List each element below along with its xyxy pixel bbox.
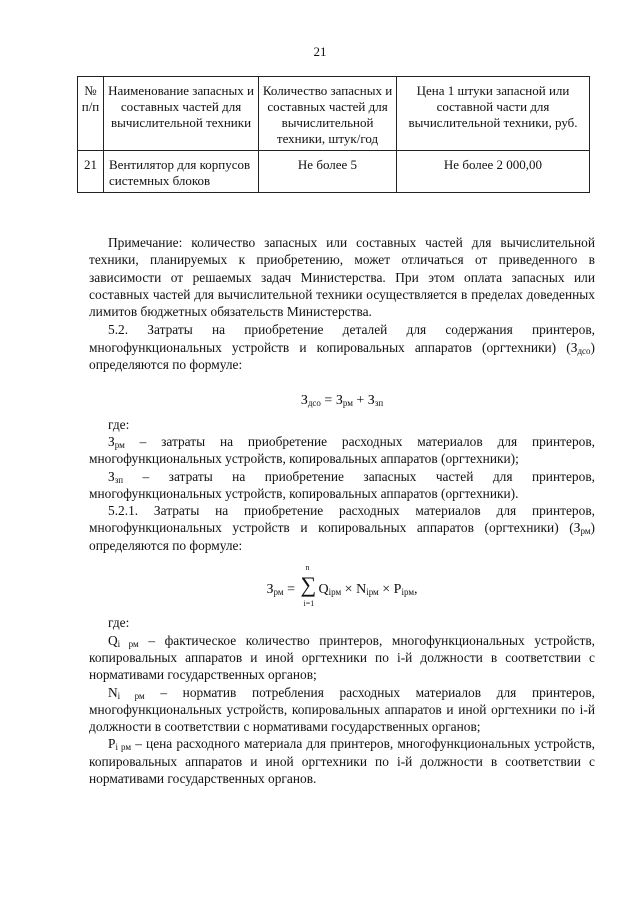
definition-symbol-sub: зп [114,474,124,485]
header-cell-name: Наименование запасных и составных частей для вычислительной техники [104,77,259,151]
definition-symbol: N [108,684,118,700]
formula-term: З [335,393,343,409]
paragraph-tail: ) определяются по формуле: [89,520,595,553]
definition-text: – затраты на приобретение расходных материалов для принтеров, многофункциональных устройств, копировальных аппаратов (оргтехники); [89,433,595,467]
definition-text: – цена расходного материала для принтеров, многофункциональных устройств, копировальных аппаратов и иной оргтехники по i-й должности в соответствии с нормативами государственных органов. [89,736,595,787]
symbol: З [573,520,581,536]
definition-paragraph [89,735,595,787]
formula-lhs: З [266,582,274,598]
formula-factor: Q [318,582,329,598]
paragraph-tail: ) определяются по формуле: [89,339,595,373]
formula-term-sub: зп [374,398,384,409]
definition-symbol-sub: рм [114,439,125,450]
header-cell-price: Цена 1 штуки запасной или составной части для вычислительной техники, руб. [397,77,590,151]
definition-symbol: З [108,468,115,484]
cell-price: Не более 2 000,00 [397,151,590,193]
where-label: где: [108,615,130,631]
definition-paragraph [89,468,595,503]
formula-times: × [378,582,394,598]
formula-factor: N [356,582,367,598]
paragraph-text: 5.2.1. Затраты на приобретение расходных материалов для принтеров, многофункциональных устройств и копировальных аппаратов (оргтехники) ( [89,503,595,536]
header-cell-quantity: Количество запасных и составных частей для вычислительной техники, штук/год [259,77,397,151]
header-cell-number: № п/п [78,77,104,151]
definition-paragraph [89,632,595,684]
note-paragraph: Примечание: количество запасных или составных частей для вычислительной техники, планируемых к приобретению, может отличаться от приведенного в зависимости от решаемых задач Министерства. При этом оплата запасных или составных частей для вычислительной техники осуществляется в пределах доведенных лимитов бюджетных обязательств Министерства. [89,235,595,320]
definition-symbol: P [108,736,116,752]
cell-number: 21 [78,151,104,193]
cell-quantity: Не более 5 [259,151,397,193]
formula-consumables [89,563,595,609]
definition-symbol-sub: i рм [117,638,139,649]
formula-factor-sub: iрм [366,587,379,598]
formula-equals: = [320,393,336,409]
definition-symbol: З [108,433,115,449]
definition-text: – фактическое количество принтеров, многофункциональных устройств, копировальных аппаратов и иной оргтехники по i-й должности в соответствии с нормативами государственных органов; [89,632,595,683]
paragraph-text: 5.2. Затраты на приобретение деталей для содержания принтеров, многофункциональных устройств и копировальных аппаратов (оргтехники) ( [89,322,595,355]
summation-upper-limit: n [305,563,310,573]
summation-sign [299,563,317,609]
definition-paragraph [89,684,595,736]
formula-factor-sub: iрм [401,587,415,598]
formula-factor: P [393,582,402,598]
formula-end: , [414,582,418,598]
spare-parts-table [77,76,590,193]
definition-text: – затраты на приобретение запасных частей для принтеров, многофункциональных устройств, копировальных аппаратов (оргтехники). [89,468,595,501]
page-number: 21 [313,44,327,59]
summation-lower-limit: i=1 [303,599,315,609]
formula-plus: + [352,393,368,409]
document-body [89,234,595,787]
definition-paragraph [89,433,595,468]
formula-lhs-sub: рм [273,587,284,598]
symbol-subscript: дсо [577,345,591,356]
formula-times: × [341,582,357,598]
table-row [78,151,590,193]
symbol: З [570,339,578,355]
definition-symbol: Q [108,632,118,648]
formula-term-sub: рм [342,398,353,409]
table-header-row [78,77,590,151]
definition-symbol-sub: i рм [115,742,132,753]
paragraph-5-2 [89,321,595,373]
where-label: где: [108,416,130,432]
formula-lhs-sub: дсо [307,398,321,409]
formula-equals: = [283,582,299,598]
formula-lhs: З [300,393,308,409]
definition-text: – норматив потребления расходных материалов для принтеров, многофункциональных устройств, копировальных аппаратов и иной оргтехники по i-й должности в соответствии с нормативами государственных органов; [89,684,595,735]
sigma-icon: ∑ [300,572,317,598]
formula-costs-parts [89,392,595,409]
paragraph-5-2-1 [89,502,595,554]
formula-factor-sub: iрм [328,587,342,598]
cell-name: Вентилятор для корпусов системных блоков [104,151,259,193]
symbol-subscript: рм [580,526,591,537]
definition-symbol-sub: i рм [117,690,145,701]
formula-term: З [367,393,375,409]
